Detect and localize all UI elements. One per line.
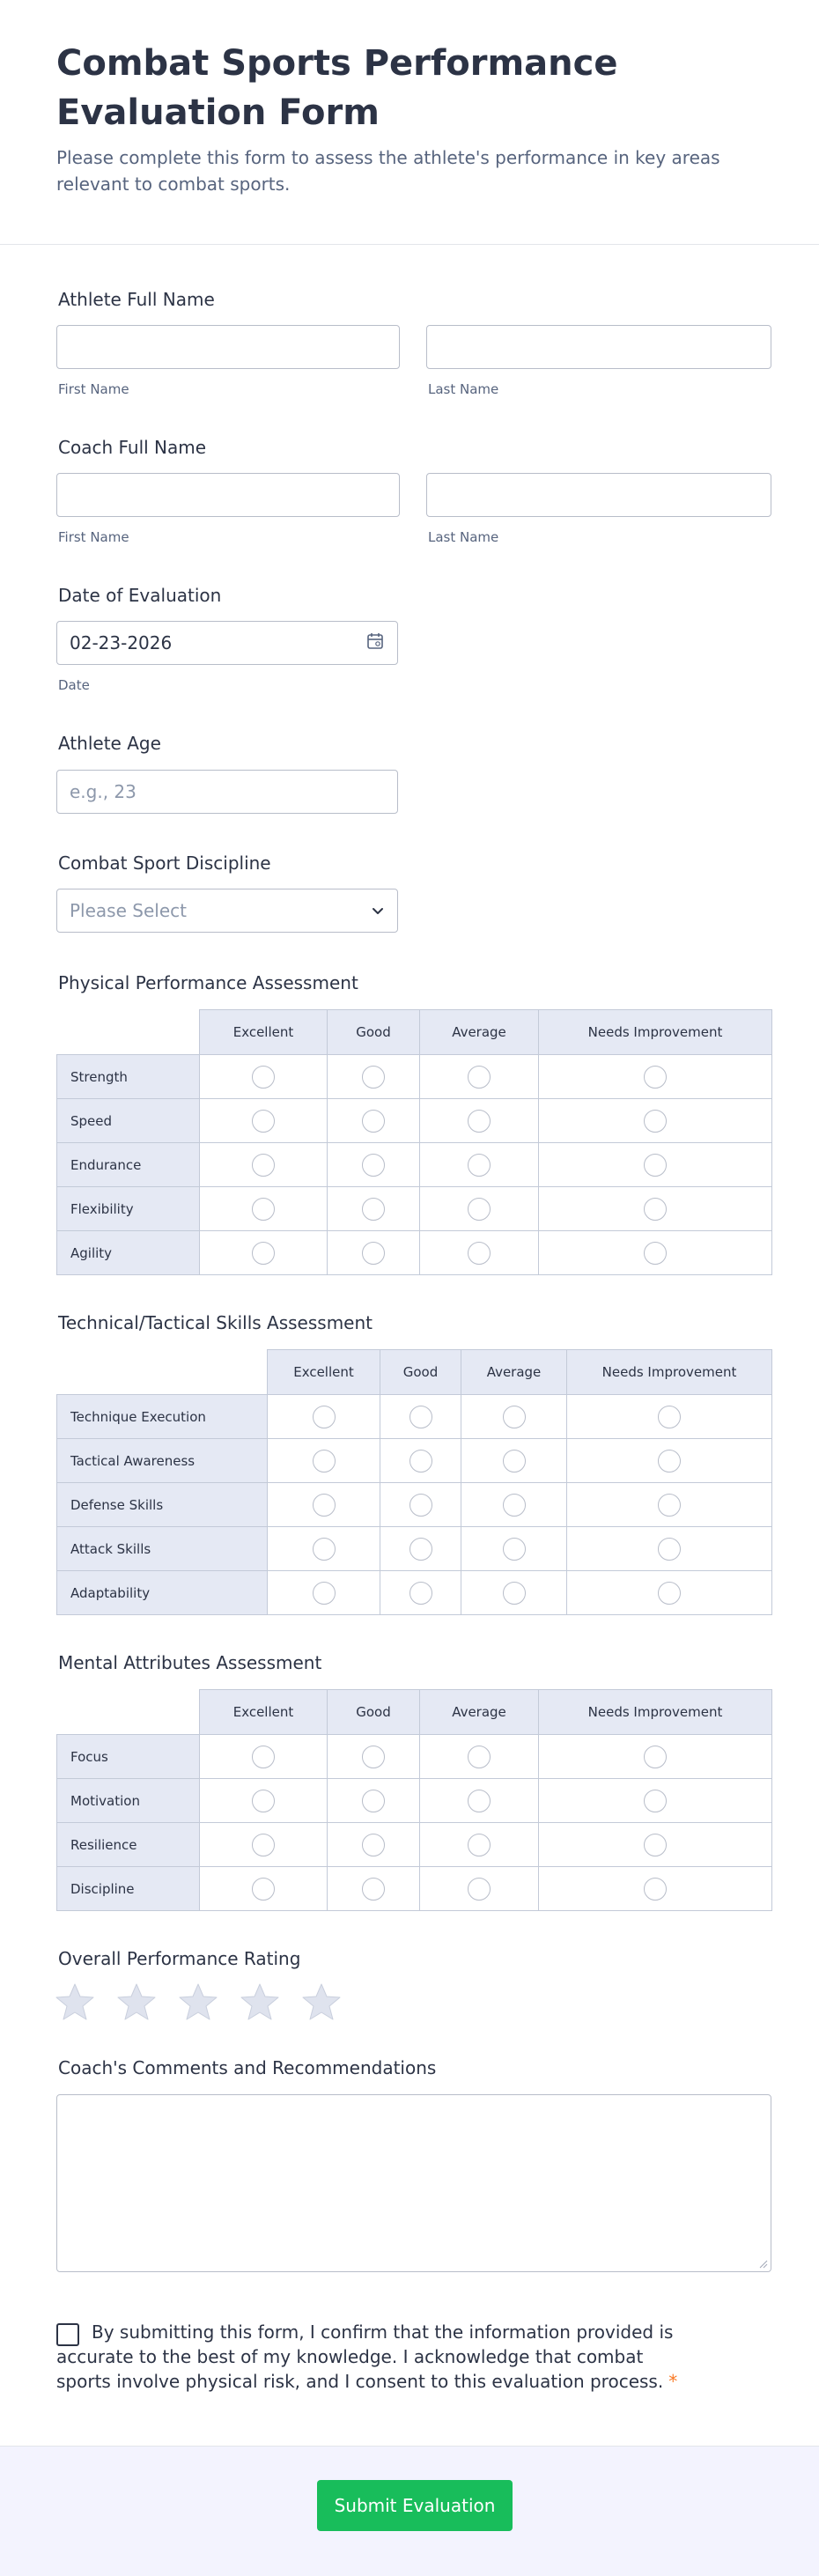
matrix-column-header: Excellent — [200, 1010, 328, 1055]
coach-name-label: Coach Full Name — [58, 437, 207, 458]
athlete-age-label: Athlete Age — [58, 733, 161, 754]
rating-radio[interactable] — [468, 1110, 491, 1133]
rating-radio[interactable] — [252, 1790, 275, 1812]
comments-textarea[interactable] — [56, 2094, 771, 2272]
matrix-column-header: Good — [380, 1350, 461, 1395]
matrix-row-label: Focus — [57, 1735, 200, 1779]
chevron-down-icon — [369, 902, 387, 919]
matrix-column-header: Needs Improvement — [539, 1690, 772, 1735]
matrix-cell — [539, 1099, 772, 1143]
matrix-row — [57, 1527, 772, 1571]
matrix-cell — [328, 1867, 420, 1911]
matrix-cell — [380, 1571, 461, 1615]
rating-radio[interactable] — [410, 1538, 432, 1561]
matrix-cell — [420, 1143, 539, 1187]
matrix-cell — [539, 1867, 772, 1911]
matrix-cell — [200, 1099, 328, 1143]
rating-radio[interactable] — [644, 1154, 667, 1177]
matrix-column-header: Average — [461, 1350, 567, 1395]
matrix-cell — [420, 1735, 539, 1779]
matrix-row-label: Speed — [57, 1099, 200, 1143]
evaluation-date-input[interactable] — [56, 621, 398, 665]
rating-radio[interactable] — [410, 1406, 432, 1428]
coach-first-name-input[interactable] — [56, 473, 400, 517]
rating-radio[interactable] — [644, 1790, 667, 1812]
matrix-column-header: Needs Improvement — [567, 1350, 772, 1395]
matrix-cell — [268, 1483, 380, 1527]
matrix-corner — [57, 1690, 200, 1735]
matrix-column-header: Good — [328, 1010, 420, 1055]
required-mark: * — [668, 2371, 678, 2392]
matrix-cell — [567, 1439, 772, 1483]
matrix-row — [57, 1823, 772, 1867]
matrix-cell — [200, 1823, 328, 1867]
matrix-row-label: Technique Execution — [57, 1395, 268, 1439]
discipline-select[interactable] — [56, 889, 398, 933]
matrix-row-label: Discipline — [57, 1867, 200, 1911]
matrix-cell — [328, 1779, 420, 1823]
consent-statement: By submitting this form, I confirm that the information provided is accurate to the best of my knowledge. I acknowledge that combat sports involve physical risk, and I consent to this evaluation process. — [56, 2321, 674, 2392]
matrix-cell — [567, 1571, 772, 1615]
matrix-cell — [420, 1867, 539, 1911]
athlete-last-name-input[interactable] — [426, 325, 771, 369]
matrix-cell — [268, 1527, 380, 1571]
matrix-row-label: Flexibility — [57, 1187, 200, 1231]
matrix-cell — [420, 1055, 539, 1099]
matrix-cell — [200, 1735, 328, 1779]
matrix-cell — [539, 1187, 772, 1231]
matrix-row — [57, 1055, 772, 1099]
coach-first-name-sublabel: First Name — [58, 529, 129, 545]
matrix-cell — [539, 1779, 772, 1823]
matrix-column-header: Excellent — [268, 1350, 380, 1395]
athlete-first-name-sublabel: First Name — [58, 381, 129, 397]
rating-radio[interactable] — [503, 1494, 526, 1517]
rating-radio[interactable] — [362, 1878, 385, 1901]
rating-radio[interactable] — [644, 1242, 667, 1265]
submit-button[interactable]: Submit Evaluation — [317, 2480, 513, 2531]
matrix-cell — [200, 1231, 328, 1275]
rating-radio[interactable] — [410, 1582, 432, 1605]
discipline-label: Combat Sport Discipline — [58, 853, 271, 874]
comments-label: Coach's Comments and Recommendations — [58, 2057, 437, 2078]
rating-radio[interactable] — [252, 1110, 275, 1133]
rating-radio[interactable] — [313, 1494, 336, 1517]
star-icon[interactable] — [55, 1982, 95, 2022]
evaluation-date-label: Date of Evaluation — [58, 585, 222, 606]
rating-radio[interactable] — [313, 1406, 336, 1428]
matrix-cell — [380, 1483, 461, 1527]
matrix-column-header: Good — [328, 1690, 420, 1735]
matrix-row — [57, 1779, 772, 1823]
rating-radio[interactable] — [362, 1110, 385, 1133]
technical-assessment-matrix — [56, 1349, 772, 1615]
matrix-cell — [539, 1823, 772, 1867]
matrix-row — [57, 1483, 772, 1527]
page-title: Combat Sports Performance Evaluation Form — [56, 43, 618, 133]
rating-radio[interactable] — [362, 1198, 385, 1221]
rating-radio[interactable] — [644, 1878, 667, 1901]
rating-radio[interactable] — [410, 1494, 432, 1517]
matrix-cell — [380, 1439, 461, 1483]
matrix-cell — [420, 1231, 539, 1275]
matrix-row-label: Endurance — [57, 1143, 200, 1187]
rating-radio[interactable] — [252, 1878, 275, 1901]
athlete-name-label: Athlete Full Name — [58, 289, 215, 310]
matrix-row — [57, 1867, 772, 1911]
athlete-age-input[interactable] — [56, 770, 398, 814]
rating-radio[interactable] — [362, 1154, 385, 1177]
matrix-cell — [420, 1187, 539, 1231]
matrix-cell — [200, 1143, 328, 1187]
matrix-cell — [539, 1231, 772, 1275]
matrix-row — [57, 1395, 772, 1439]
matrix-cell — [380, 1527, 461, 1571]
rating-radio[interactable] — [252, 1242, 275, 1265]
rating-radio[interactable] — [252, 1746, 275, 1768]
matrix-row — [57, 1187, 772, 1231]
rating-radio[interactable] — [644, 1834, 667, 1856]
matrix-cell — [328, 1823, 420, 1867]
overall-rating-label: Overall Performance Rating — [58, 1948, 301, 1969]
page-subtitle: Please complete this form to assess the athlete's performance in key areas relevant to combat sports. — [56, 147, 720, 195]
matrix-cell — [567, 1395, 772, 1439]
technical-assessment-label: Technical/Tactical Skills Assessment — [58, 1312, 373, 1333]
matrix-cell — [420, 1779, 539, 1823]
coach-last-name-sublabel: Last Name — [428, 529, 499, 545]
rating-radio[interactable] — [658, 1494, 681, 1517]
matrix-cell — [539, 1143, 772, 1187]
rating-radio[interactable] — [468, 1242, 491, 1265]
rating-radio[interactable] — [503, 1582, 526, 1605]
mental-assessment-matrix — [56, 1689, 772, 1911]
matrix-row-label: Defense Skills — [57, 1483, 268, 1527]
matrix-row — [57, 1231, 772, 1275]
athlete-first-name-input[interactable] — [56, 325, 400, 369]
matrix-row — [57, 1099, 772, 1143]
matrix-row-label: Resilience — [57, 1823, 200, 1867]
rating-radio[interactable] — [644, 1198, 667, 1221]
star-icon[interactable] — [178, 1982, 218, 2022]
matrix-cell — [328, 1099, 420, 1143]
star-icon[interactable] — [240, 1982, 280, 2022]
matrix-row-label: Agility — [57, 1231, 200, 1275]
rating-radio[interactable] — [468, 1790, 491, 1812]
matrix-cell — [328, 1735, 420, 1779]
matrix-cell — [461, 1571, 567, 1615]
matrix-cell — [420, 1099, 539, 1143]
rating-radio[interactable] — [468, 1746, 491, 1768]
rating-radio[interactable] — [503, 1450, 526, 1473]
matrix-cell — [380, 1395, 461, 1439]
rating-radio[interactable] — [252, 1154, 275, 1177]
matrix-cell — [328, 1143, 420, 1187]
rating-radio[interactable] — [644, 1066, 667, 1089]
rating-radio[interactable] — [503, 1538, 526, 1561]
matrix-cell — [200, 1055, 328, 1099]
rating-radio[interactable] — [362, 1066, 385, 1089]
rating-radio[interactable] — [252, 1066, 275, 1089]
rating-radio[interactable] — [468, 1198, 491, 1221]
evaluation-date-sublabel: Date — [58, 677, 90, 693]
matrix-cell — [461, 1395, 567, 1439]
matrix-row — [57, 1571, 772, 1615]
matrix-row-label: Strength — [57, 1055, 200, 1099]
rating-radio[interactable] — [313, 1538, 336, 1561]
rating-radio[interactable] — [658, 1538, 681, 1561]
rating-radio[interactable] — [658, 1450, 681, 1473]
rating-radio[interactable] — [468, 1154, 491, 1177]
rating-radio[interactable] — [362, 1242, 385, 1265]
mental-assessment-label: Mental Attributes Assessment — [58, 1652, 322, 1673]
rating-radio[interactable] — [468, 1834, 491, 1856]
matrix-row-label: Attack Skills — [57, 1527, 268, 1571]
rating-radio[interactable] — [362, 1746, 385, 1768]
matrix-column-header: Average — [420, 1010, 539, 1055]
rating-radio[interactable] — [658, 1582, 681, 1605]
matrix-cell — [328, 1231, 420, 1275]
matrix-cell — [461, 1527, 567, 1571]
matrix-cell — [200, 1779, 328, 1823]
rating-radio[interactable] — [362, 1790, 385, 1812]
rating-radio[interactable] — [362, 1834, 385, 1856]
star-icon[interactable] — [301, 1982, 342, 2022]
resize-grip-icon[interactable] — [757, 2258, 768, 2269]
matrix-row-label: Adaptability — [57, 1571, 268, 1615]
physical-assessment-matrix — [56, 1009, 772, 1275]
rating-radio[interactable] — [644, 1110, 667, 1133]
rating-radio[interactable] — [468, 1878, 491, 1901]
matrix-row — [57, 1143, 772, 1187]
matrix-column-header: Needs Improvement — [539, 1010, 772, 1055]
matrix-row-label: Motivation — [57, 1779, 200, 1823]
rating-radio[interactable] — [313, 1450, 336, 1473]
coach-last-name-input[interactable] — [426, 473, 771, 517]
matrix-cell — [420, 1823, 539, 1867]
matrix-cell — [328, 1187, 420, 1231]
matrix-row — [57, 1439, 772, 1483]
matrix-cell — [200, 1867, 328, 1911]
matrix-cell — [328, 1055, 420, 1099]
matrix-cell — [461, 1439, 567, 1483]
matrix-cell — [268, 1439, 380, 1483]
rating-radio[interactable] — [252, 1198, 275, 1221]
rating-radio[interactable] — [313, 1582, 336, 1605]
matrix-corner — [57, 1350, 268, 1395]
matrix-row — [57, 1735, 772, 1779]
matrix-cell — [268, 1395, 380, 1439]
star-icon[interactable] — [116, 1982, 157, 2022]
physical-assessment-label: Physical Performance Assessment — [58, 972, 358, 993]
matrix-cell — [567, 1527, 772, 1571]
matrix-cell — [567, 1483, 772, 1527]
matrix-cell — [200, 1187, 328, 1231]
rating-radio[interactable] — [410, 1450, 432, 1473]
athlete-last-name-sublabel: Last Name — [428, 381, 499, 397]
rating-radio[interactable] — [503, 1406, 526, 1428]
matrix-column-header: Average — [420, 1690, 539, 1735]
discipline-selected-value: Please Select — [70, 900, 187, 921]
rating-radio[interactable] — [468, 1066, 491, 1089]
form-header — [0, 0, 819, 245]
matrix-cell — [539, 1055, 772, 1099]
matrix-cell — [539, 1735, 772, 1779]
matrix-cell — [461, 1483, 567, 1527]
matrix-corner — [57, 1010, 200, 1055]
rating-radio[interactable] — [252, 1834, 275, 1856]
matrix-cell — [268, 1571, 380, 1615]
consent-text — [56, 2320, 682, 2394]
calendar-icon[interactable] — [365, 631, 385, 651]
matrix-row-label: Tactical Awareness — [57, 1439, 268, 1483]
footer-divider — [0, 2446, 819, 2447]
matrix-column-header: Excellent — [200, 1690, 328, 1735]
rating-radio[interactable] — [658, 1406, 681, 1428]
rating-radio[interactable] — [644, 1746, 667, 1768]
